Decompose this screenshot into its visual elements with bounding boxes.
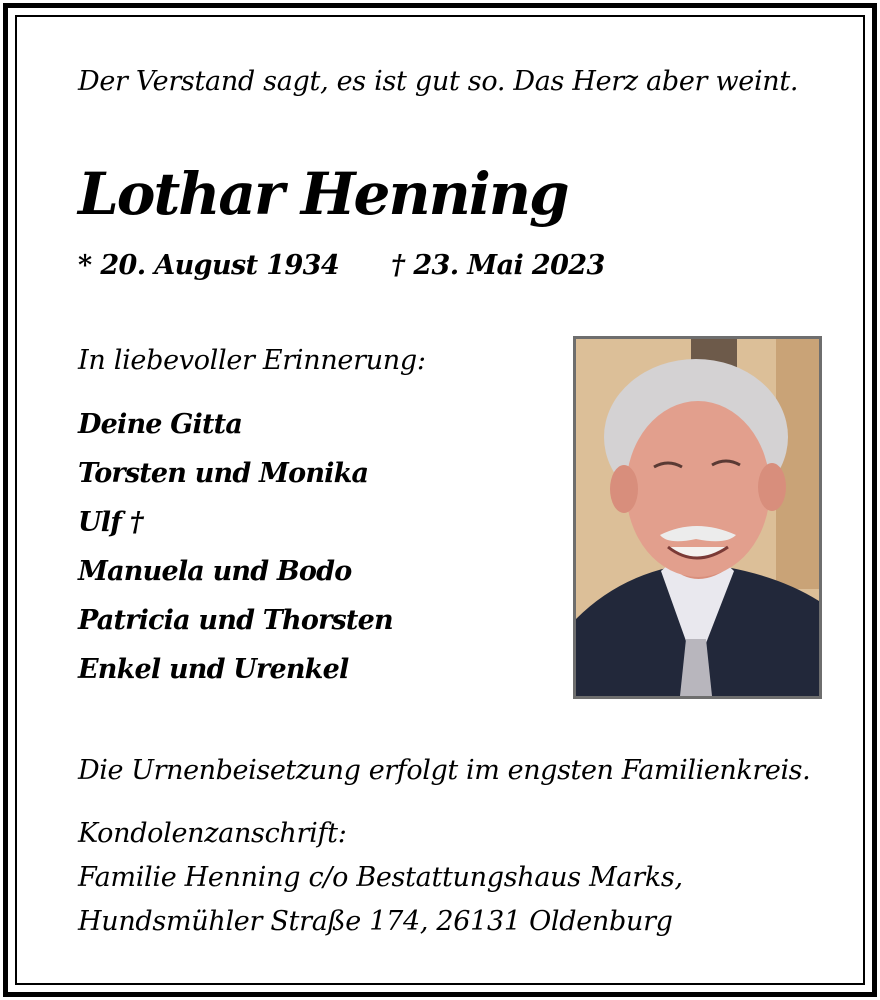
condolence-heading: Kondolenzanschrift:: [78, 818, 347, 849]
remembrance-heading: In liebevoller Erinnerung:: [78, 345, 426, 376]
life-dates: [78, 250, 605, 281]
mourner-item: Torsten und Monika: [78, 458, 369, 489]
deceased-name: Lothar Henning: [78, 160, 568, 228]
burial-notice: Die Urnenbeisetzung erfolgt im engsten Familienkreis.: [78, 755, 811, 786]
wall-panel: [776, 339, 819, 589]
death-date: † 23. Mai 2023: [391, 250, 605, 281]
mourner-item: Deine Gitta: [78, 409, 243, 440]
mourners-list: [78, 405, 393, 699]
mourner-item: Manuela und Bodo: [78, 556, 352, 587]
condolence-address-line2: Hundsmühler Straße 174, 26131 Oldenburg: [78, 906, 673, 937]
right-ear: [758, 463, 786, 511]
mourner-item: Enkel und Urenkel: [78, 654, 349, 685]
birth-date: * 20. August 1934: [78, 250, 339, 281]
mourner-item: Patricia und Thorsten: [78, 605, 393, 636]
left-ear: [610, 465, 638, 513]
motto-quote: Der Verstand sagt, es ist gut so. Das Herz aber weint.: [78, 66, 799, 97]
mourner-item: Ulf †: [78, 507, 143, 538]
portrait-photo: [573, 336, 822, 699]
portrait-illustration: [576, 339, 819, 696]
condolence-address-line1: Familie Henning c/o Bestattungshaus Marks,: [78, 862, 683, 893]
